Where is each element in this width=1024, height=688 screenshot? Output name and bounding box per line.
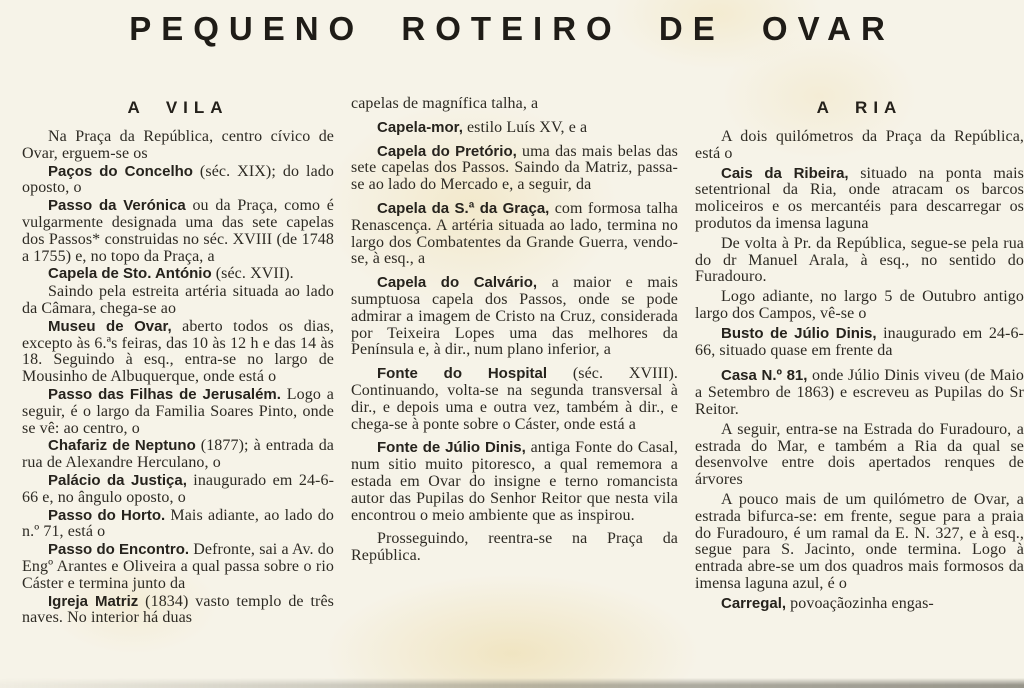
paragraph: A dois quilómetros da Praça da República, está o — [695, 128, 1024, 162]
paragraph: Busto de Júlio Dinis, inaugurado em 24-6-66, situado quase em frente da — [695, 324, 1024, 359]
entry-name: Capela de Sto. António — [48, 265, 212, 283]
paragraph: Prosseguindo, reentra-se na Praça da República. — [351, 530, 678, 565]
paragraph: Capela do Pretório, uma das mais belas das sete capelas dos Passos. Saindo da Matriz, passa-se ao lado do Mercado e, a seguir, da — [351, 142, 678, 194]
paragraph: Passo das Filhas de Jerusalém. Logo a seguir, é o largo da Familia Soares Pinto, onde se vê: ao centro, o — [22, 385, 335, 437]
paragraph: Igreja Matriz (1834) vasto templo de três naves. No interior há duas — [22, 592, 334, 627]
entry-name: Chafariz de Neptuno — [48, 437, 196, 455]
paragraph: Museu de Ovar, aberto todos os dias, excepto às 6.ªs feiras, das 10 às 12 h e das 14 às 18. Seguindo à esq., entra-se no largo de Mousinho de Albuquerque, onde está o — [22, 317, 334, 386]
paragraph: Capela de Sto. António (séc. XVII). — [48, 265, 294, 283]
paragraph: Passo do Encontro. Defronte, sai a Av. do Engº Arantes e Oliveira a qual passa sobre o rio Cáster e termina junto da — [22, 541, 334, 592]
entry-name: Capela-mor, — [377, 118, 463, 136]
paragraph: Logo adiante, no largo 5 de Outubro antigo largo dos Campos, vê-se o — [695, 288, 1024, 322]
entry-name: Passo do Horto. — [48, 506, 166, 524]
entry-name: Capela do Pretório, — [377, 142, 517, 160]
paragraph: Carregal, povoaçãozinha engas- — [721, 594, 934, 612]
paragraph: capelas de magnífica talha, a — [351, 95, 539, 112]
page-title: PEQUENO ROTEIRO DE OVAR — [129, 10, 895, 47]
section-header: A RIA — [816, 98, 903, 117]
paragraph: Casa N.º 81, onde Júlio Dinis viveu (de Maio a Setembro de 1863) e escreveu as Pupilas do Sr Reitor. — [695, 367, 1024, 418]
paragraph: Capela do Calvário, a maior e mais sumptuosa capela dos Passos, onde se pode admirar a imagem de Cristo na Cruz, considerada por Teixeira Lopes uma das melhores da Península e, à dir., num plano inferior, a — [351, 274, 678, 359]
entry-name: Casa N.º 81, — [721, 367, 808, 385]
paragraph: Fonte de Júlio Dinis, antiga Fonte do Casal, num sitio muito pitoresco, a qual rememora a estada em Ovar do insigne e terno romancista autor das Pupilas do Senhor Reitor que nesta vila encontrou o meio ambiente que as inspirou. — [351, 439, 678, 524]
column-a-vila — [22, 96, 334, 627]
column-a-ria — [695, 96, 1024, 627]
section-header: A VILA — [127, 98, 229, 117]
paragraph: Passo da Verónica ou da Praça, como é vulgarmente designada uma das sete capelas dos Passos* construidas no séc. XVIII (de 1748 a 1755) e, no topo da Praça, a — [22, 197, 335, 265]
paragraph: Paços do Concelho (séc. XIX); do lado oposto, o — [22, 162, 334, 197]
entry-name: Passo da Verónica — [48, 197, 186, 215]
paragraph: Capela-mor, estilo Luís XV, e a — [377, 118, 588, 136]
paragraph: Chafariz de Neptuno (1877); à entrada da rua de Alexandre Herculano, o — [22, 437, 334, 472]
scan-edge-shadow — [0, 678, 1024, 688]
entry-name: Museu de Ovar, — [48, 317, 172, 335]
entry-name: Capela do Calvário, — [377, 274, 538, 292]
entry-name: Capela da S.ª da Graça, — [377, 199, 550, 217]
entry-name: Passo do Encontro. — [48, 541, 190, 559]
paragraph: A pouco mais de um quilómetro de Ovar, a estrada bifurca-se: em frente, segue para a praia do Furadouro, é um ramal da E. N. 327, e à esq., segue para S. Jacinto, onde termina. Logo à entrada abre-se um dos quadros mais formosos da imensa laguna azul, é o — [695, 490, 1024, 592]
paragraph: Palácio da Justiça, inaugurado em 24-6-66 e, no ângulo oposto, o — [22, 471, 335, 506]
paragraph: Passo do Horto. Mais adiante, ao lado do n.º 71, está o — [22, 506, 335, 541]
paragraph: Fonte do Hospital (séc. XVIII). Continuando, volta-se na segunda transversal à dir., e depois uma e outra vez, também à dir., e chega-se à ponte sobre o Cáster, onde está a — [351, 365, 678, 433]
paragraph: Saindo pela estreita artéria situada ao lado da Câmara, chega-se ao — [22, 283, 334, 317]
entry-name: Carregal, — [721, 594, 787, 612]
entry-name: Passo das Filhas de Jerusalém. — [48, 385, 281, 403]
entry-name: Busto de Júlio Dinis, — [721, 324, 877, 342]
entry-name: Fonte de Júlio Dinis, — [377, 439, 526, 457]
paragraph: Capela da S.ª da Graça, com formosa talha Renascença. A artéria situada ao lado, termina no largo dos Combatentes da Grande Guerra, vendo-se, à esq., a — [351, 199, 678, 268]
paragraph: De volta à Pr. da República, segue-se pela rua do dr Manuel Arala, à esq., no sentido do Furadouro. — [695, 234, 1024, 286]
entry-name: Cais da Ribeira, — [721, 164, 849, 182]
paragraph: Na Praça da República, centro cívico de Ovar, erguem-se os — [22, 128, 334, 162]
column-middle — [351, 96, 678, 627]
text-columns — [22, 96, 1024, 627]
entry-name: Palácio da Justiça, — [48, 471, 187, 489]
entry-name: Paços do Concelho — [48, 162, 193, 180]
paragraph: A seguir, entra-se na Estrada do Furadouro, a estrada do Mar, e também a Ria da qual se desenvolve entre dois apertados renques de árvores — [695, 420, 1024, 489]
entry-name: Igreja Matriz — [48, 592, 139, 610]
paragraph: Cais da Ribeira, situado na ponta mais setentrional da Ria, onde atracam os barcos moliceiros e os mercantéis para descarregar os produtos da imensa laguna — [695, 164, 1024, 232]
entry-name: Fonte do Hospital — [377, 365, 548, 383]
